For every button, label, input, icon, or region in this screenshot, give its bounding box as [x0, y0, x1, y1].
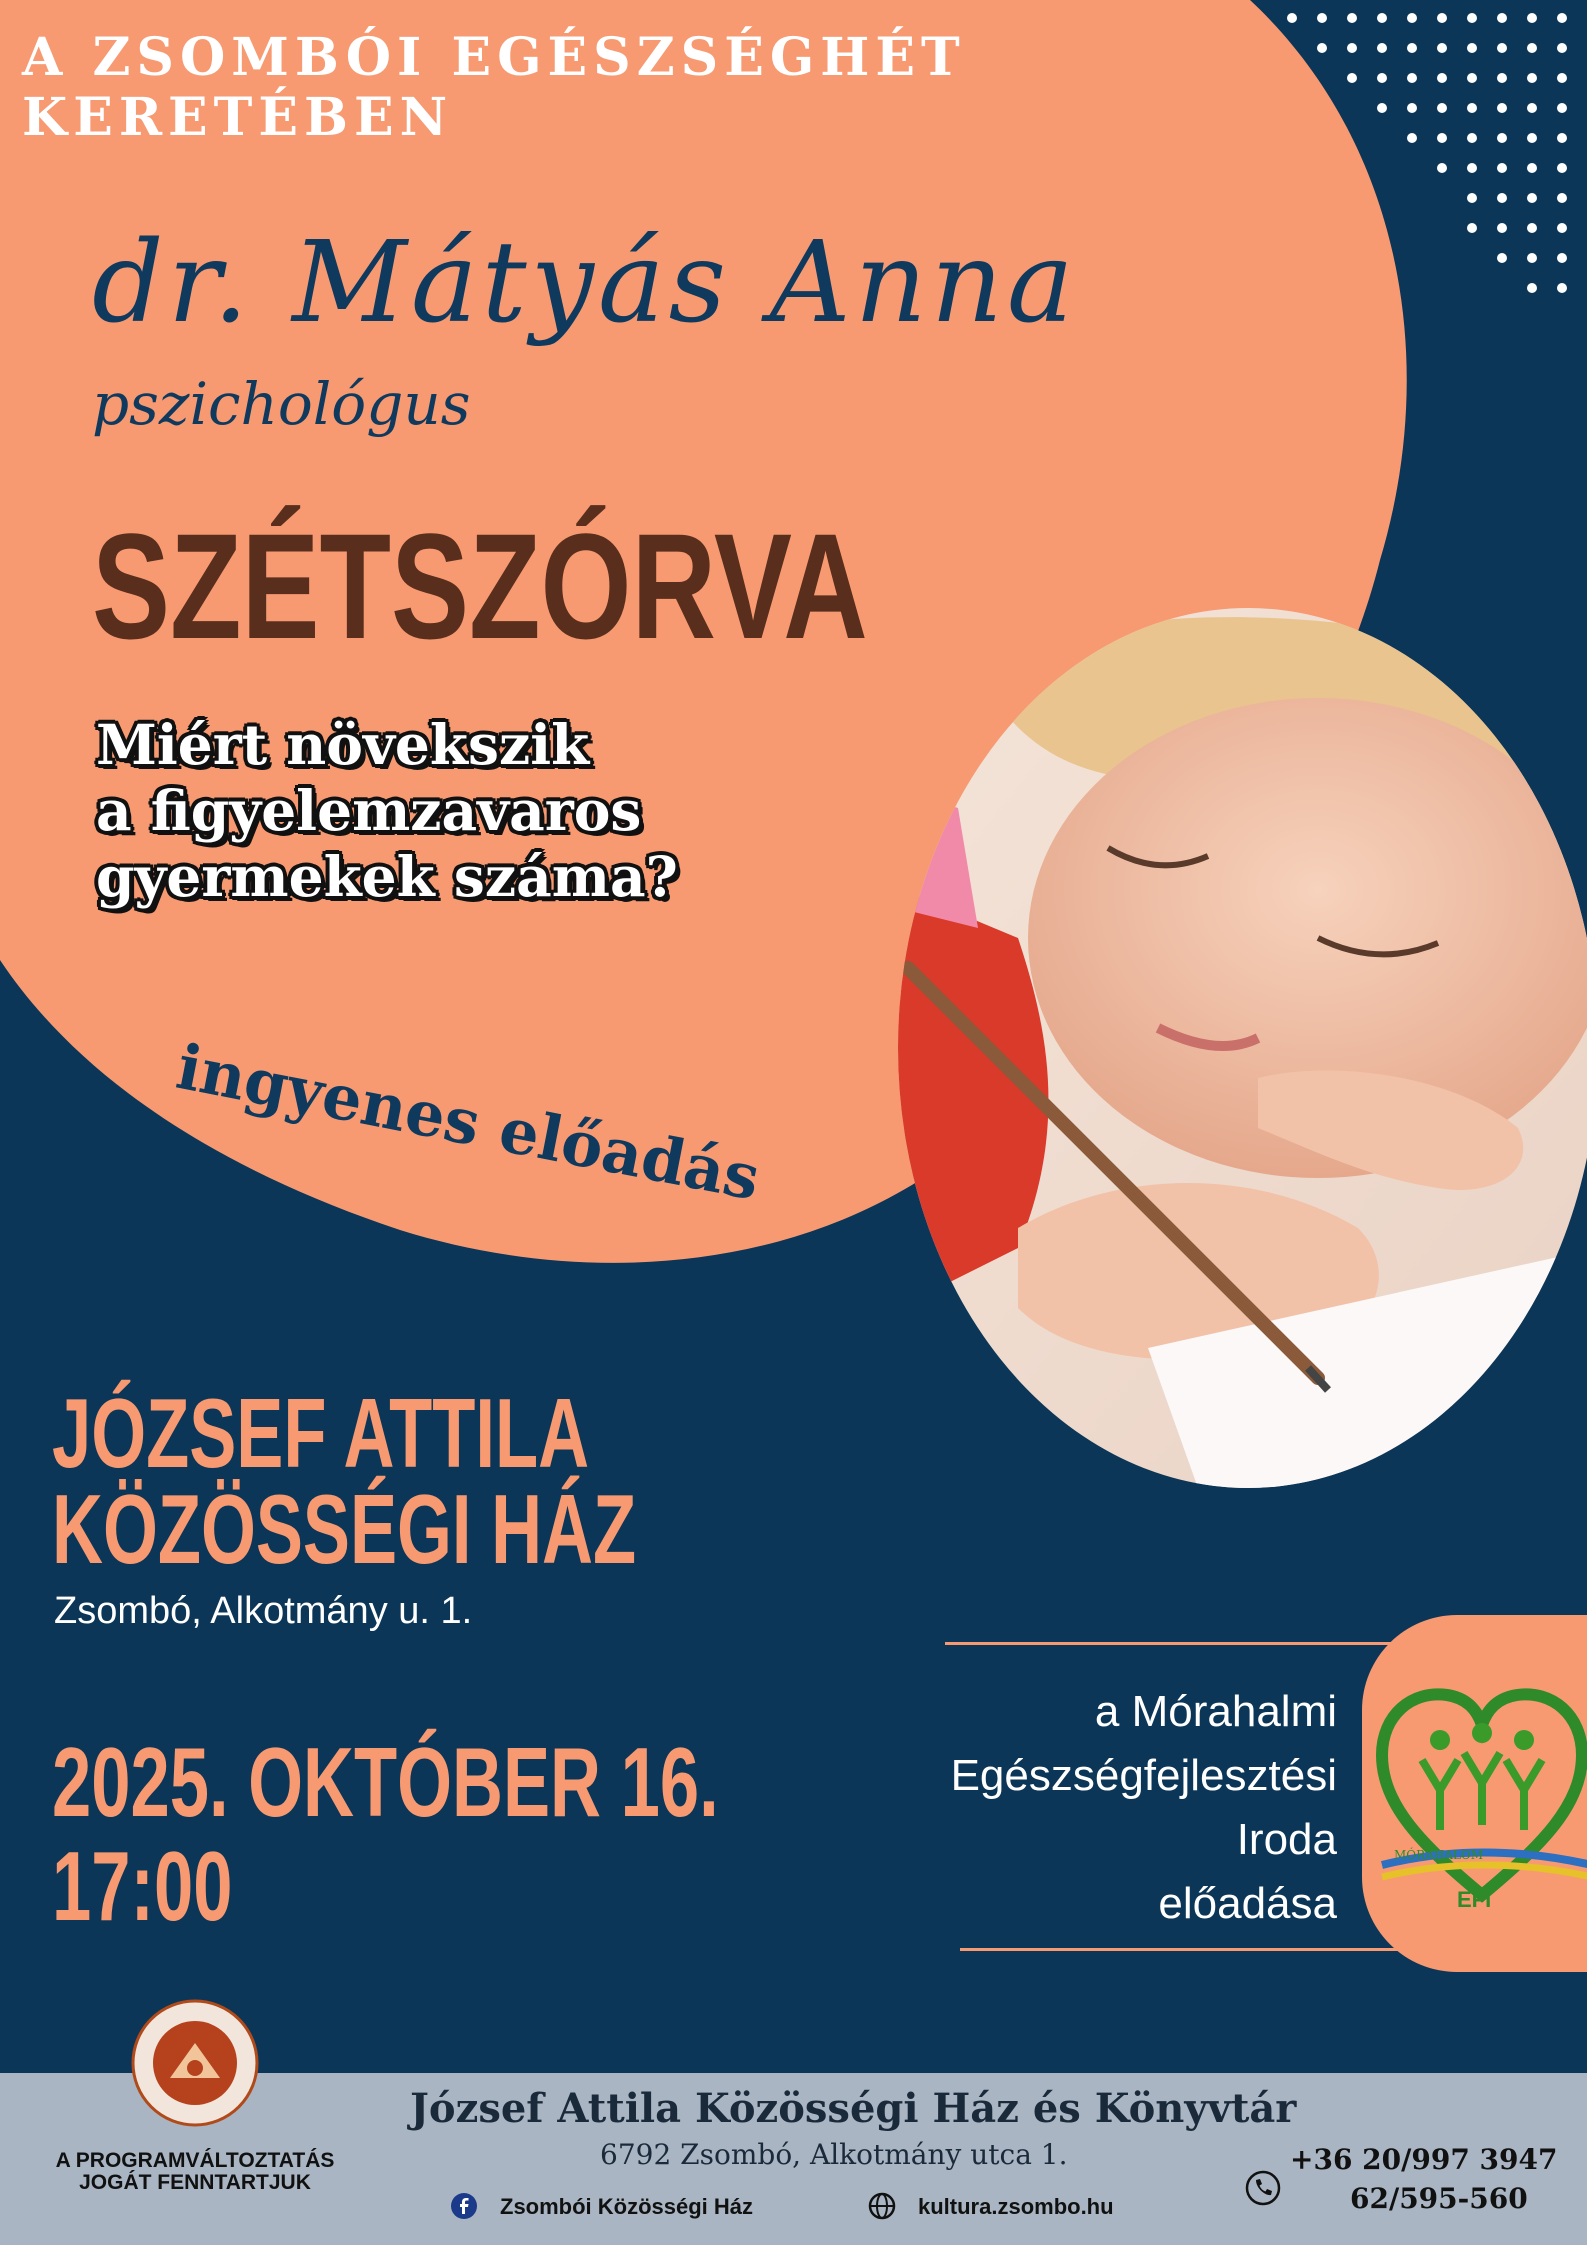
speaker-name: dr. Mátyás Anna	[92, 218, 1078, 348]
decoration-dot	[1407, 13, 1417, 23]
decoration-dot	[1527, 43, 1537, 53]
decoration-dot	[1347, 13, 1357, 23]
decoration-dot	[1347, 43, 1357, 53]
decoration-dot	[1557, 13, 1567, 23]
decoration-dot	[1557, 193, 1567, 203]
question-line-3: gyermekek száma?	[96, 844, 678, 909]
decoration-dot	[1497, 133, 1507, 143]
globe-icon	[868, 2192, 896, 2220]
footer-institution-name: József Attila Közösségi Ház és Könyvtár	[410, 2085, 1297, 2132]
facebook-link[interactable]: Zsombói Közösségi Ház	[500, 2194, 754, 2219]
decoration-dot	[1377, 13, 1387, 23]
organizer-line-4: előadása	[1158, 1879, 1337, 1928]
decoration-dot	[1467, 43, 1477, 53]
notice-line-1: A PROGRAMVÁLTOZTATÁS	[55, 2149, 335, 2172]
decoration-dot	[1467, 103, 1477, 113]
question-line-1: Miért növekszik	[96, 712, 590, 777]
decoration-dot	[1527, 283, 1537, 293]
divider-top	[945, 1642, 1395, 1645]
children-photo	[898, 608, 1587, 1488]
decoration-dot	[1407, 43, 1417, 53]
decoration-dot	[1467, 163, 1477, 173]
venue-line-2: KÖZÖSSÉGI HÁZ	[52, 1474, 637, 1584]
decoration-dot	[1527, 103, 1537, 113]
decoration-dot	[1497, 43, 1507, 53]
decoration-dot	[1497, 73, 1507, 83]
decoration-dot	[1437, 103, 1447, 113]
dot-pattern-decoration	[1270, 0, 1587, 310]
decoration-dot	[1527, 163, 1537, 173]
phone-landline[interactable]: 62/595-560	[1350, 2182, 1528, 2215]
question-line-2: a figyelemzavaros	[96, 778, 642, 843]
decoration-dot	[1497, 223, 1507, 233]
venue-line-1: JÓZSEF ATTILA	[52, 1378, 590, 1488]
decoration-dot	[1497, 13, 1507, 23]
phone-mobile[interactable]: +36 20/997 3947	[1290, 2143, 1558, 2176]
efi-logo-panel	[1362, 1615, 1587, 1972]
decoration-dot	[1557, 103, 1567, 113]
event-series-kicker	[22, 28, 1022, 148]
lecture-question	[96, 712, 856, 910]
decoration-dot	[1437, 133, 1447, 143]
phone-icon	[1245, 2170, 1281, 2206]
decoration-dot	[1557, 223, 1567, 233]
decoration-dot	[1437, 163, 1447, 173]
website-link[interactable]: kultura.zsombo.hu	[918, 2194, 1114, 2219]
decoration-dot	[1497, 253, 1507, 263]
decoration-dot	[1497, 163, 1507, 173]
organizer-credit	[951, 1680, 1337, 1936]
decoration-dot	[1407, 103, 1417, 113]
footer-address: 6792 Zsombó, Alkotmány utca 1.	[600, 2138, 1068, 2171]
community-house-seal	[130, 1998, 260, 2128]
decoration-dot	[1557, 133, 1567, 143]
speaker-profession: pszichológus	[92, 370, 471, 438]
decoration-dot	[1497, 193, 1507, 203]
decoration-dot	[1317, 43, 1327, 53]
decoration-dot	[1317, 13, 1327, 23]
event-time: 17:00	[52, 1831, 233, 1941]
decoration-dot	[1467, 133, 1477, 143]
decoration-dot	[1557, 283, 1567, 293]
program-change-notice	[30, 2150, 360, 2194]
decoration-dot	[1467, 223, 1477, 233]
decoration-dot	[1527, 223, 1537, 233]
decoration-dot	[1527, 133, 1537, 143]
notice-line-2: JOGÁT FENNTARTJUK	[79, 2171, 311, 2194]
kicker-line-1: A ZSOMBÓI EGÉSZSÉGHÉT	[22, 27, 966, 88]
decoration-dot	[1557, 163, 1567, 173]
efi-logo-top-text: MÓRAHALOM	[1394, 1848, 1484, 1862]
lecture-title: SZÉTSZÓRVA	[92, 502, 868, 670]
divider-bottom	[960, 1948, 1400, 1951]
decoration-dot	[1407, 73, 1417, 83]
decoration-dot	[1557, 253, 1567, 263]
decoration-dot	[1557, 43, 1567, 53]
decoration-dot	[1347, 73, 1357, 83]
decoration-dot	[1527, 13, 1537, 23]
decoration-dot	[1437, 73, 1447, 83]
decoration-dot	[1527, 73, 1537, 83]
efi-heart-logo	[1362, 1615, 1587, 1972]
venue-address: Zsombó, Alkotmány u. 1.	[54, 1590, 473, 1632]
organizer-line-2: Egészségfejlesztési	[950, 1751, 1337, 1800]
decoration-dot	[1437, 43, 1447, 53]
decoration-dot	[1437, 13, 1447, 23]
decoration-dot	[1377, 73, 1387, 83]
decoration-dot	[1407, 133, 1417, 143]
decoration-dot	[1377, 103, 1387, 113]
decoration-dot	[1287, 13, 1297, 23]
kicker-line-2: KERETÉBEN	[22, 87, 454, 148]
efi-logo-text: EFI	[1457, 1887, 1492, 1912]
decoration-dot	[1557, 73, 1567, 83]
event-date: 2025. OKTÓBER 16.	[52, 1727, 719, 1837]
decoration-dot	[1467, 193, 1477, 203]
organizer-line-1: a Mórahalmi	[1094, 1687, 1337, 1736]
decoration-dot	[1467, 13, 1477, 23]
free-lecture-label: ingyenes előadás	[171, 1030, 766, 1215]
decoration-dot	[1377, 43, 1387, 53]
decoration-dot	[1527, 253, 1537, 263]
decoration-dot	[1527, 193, 1537, 203]
decoration-dot	[1467, 73, 1477, 83]
event-datetime	[52, 1727, 719, 1941]
venue-name	[52, 1378, 637, 1584]
organizer-line-3: Iroda	[1236, 1815, 1337, 1864]
facebook-icon	[450, 2192, 478, 2220]
decoration-dot	[1497, 103, 1507, 113]
